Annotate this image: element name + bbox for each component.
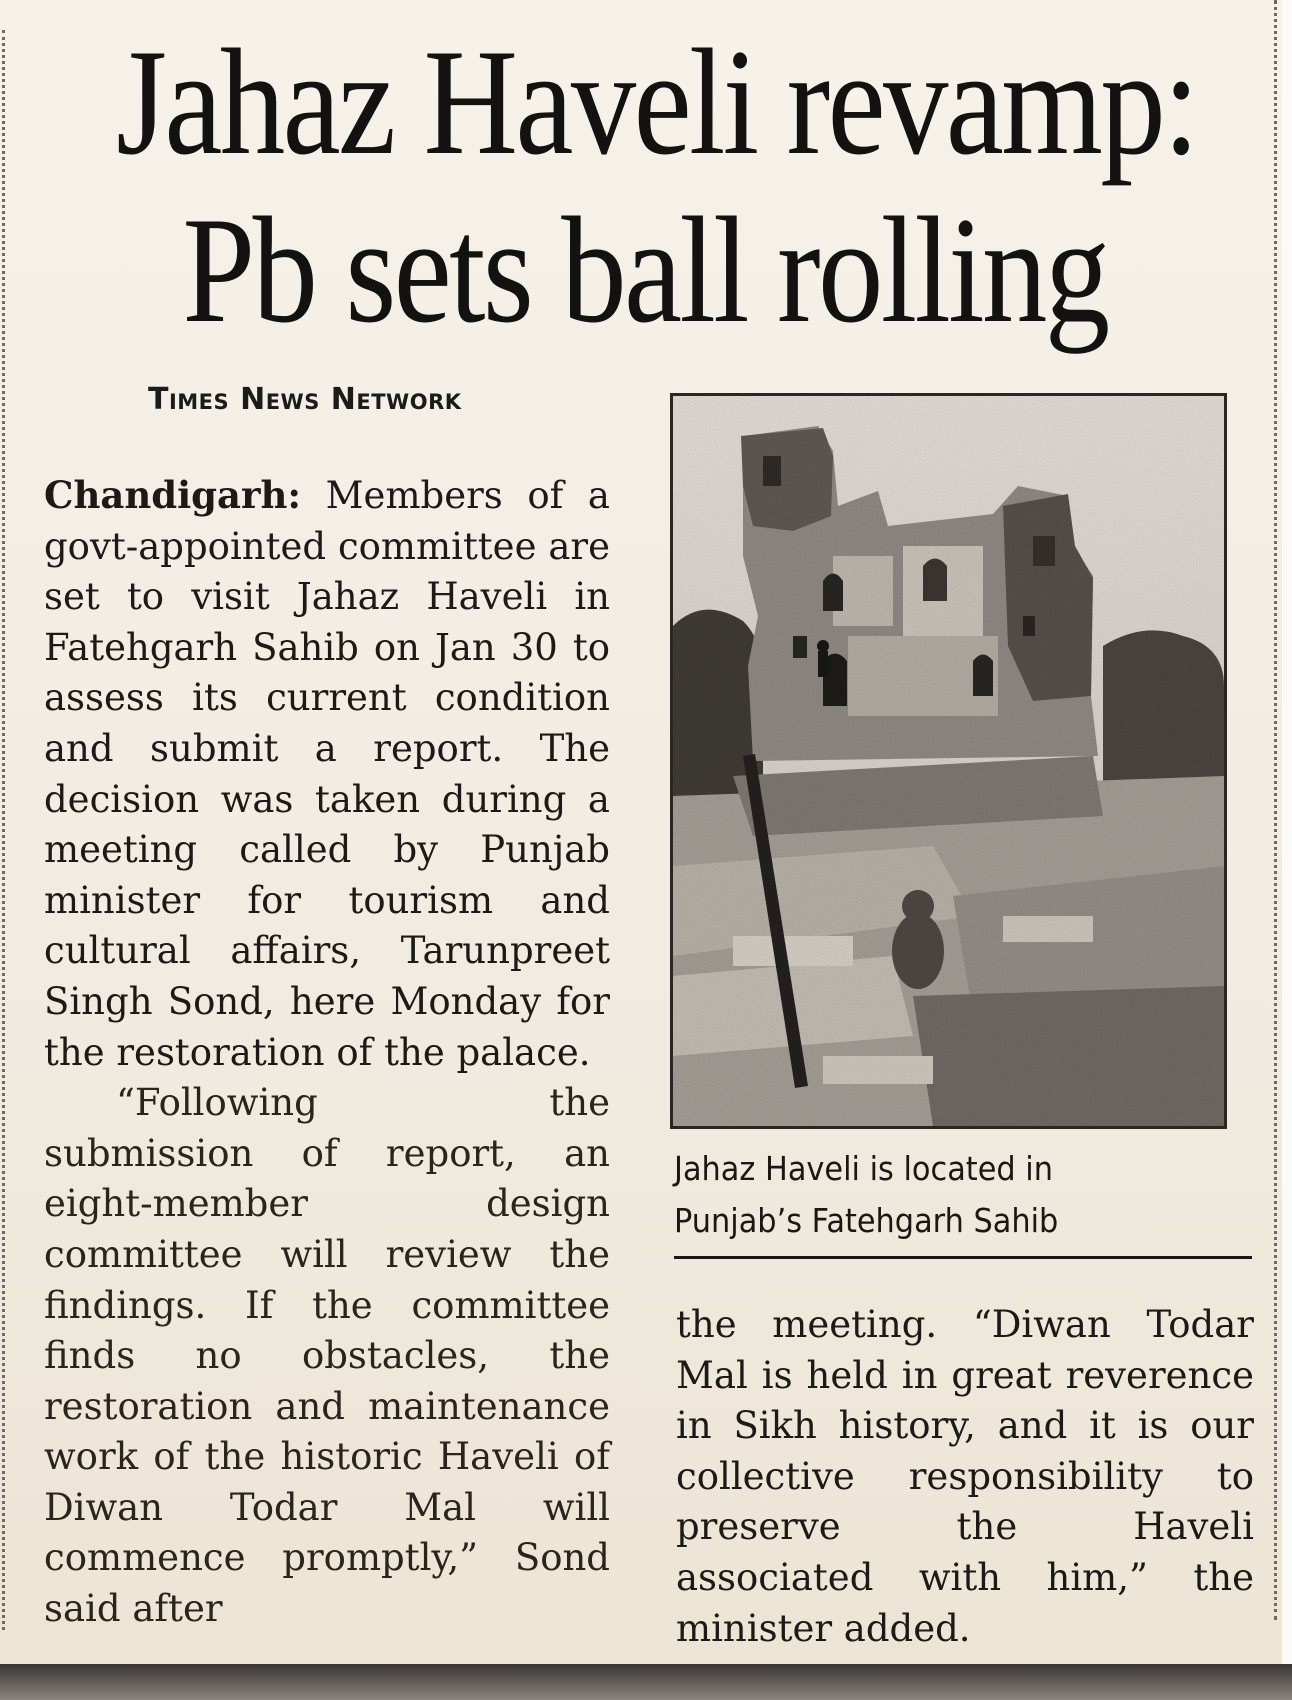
cut-line-right	[1274, 0, 1281, 1620]
headline	[116, 18, 1197, 354]
haveli-ruins-image	[673, 396, 1224, 1126]
haveli-photo	[670, 393, 1227, 1129]
paragraph-1-text: Members of a govt-appointed committee are set to visit Jahaz Haveli in Fatehgarh Sahib on Jan 30 to assess its current condition and submit a report. The decision was taken during a meeting called by Punjab minister for tourism and cultural affairs, Tarunpreet Singh Sond, here Monday for the restoration of the palace.	[44, 474, 610, 1074]
headline-line-2: Pb sets ball rolling	[182, 186, 1108, 354]
bottom-shadow-strip	[0, 1664, 1292, 1700]
headline-line-1: Jahaz Haveli revamp:	[116, 18, 1197, 186]
paragraph-1	[44, 470, 610, 1078]
article-column-right	[676, 1300, 1254, 1654]
paragraph-2: “Following the submission of report, an eight-member design committee will review the findings. If the committee finds no obstacles, the restoration and maintenance work of the historic Haveli of Diwan Todar Mal will commence promptly,” Sond said after	[44, 1081, 610, 1631]
paragraph-3: the meeting. “Diwan Todar Mal is held in great reverence in Sikh history, and it is our collective responsibility to preserve the Haveli associated with him,” the minister added.	[676, 1303, 1254, 1650]
cut-line-left	[2, 30, 9, 1630]
dateline: Chandigarh:	[44, 473, 302, 517]
caption-divider	[674, 1256, 1252, 1259]
page-edge	[1282, 0, 1292, 1700]
byline: Times News Network	[148, 382, 462, 417]
photo-caption: Jahaz Haveli is located in Punjab’s Fatehgarh Sahib	[674, 1149, 1059, 1240]
article-column-left	[44, 470, 610, 1635]
